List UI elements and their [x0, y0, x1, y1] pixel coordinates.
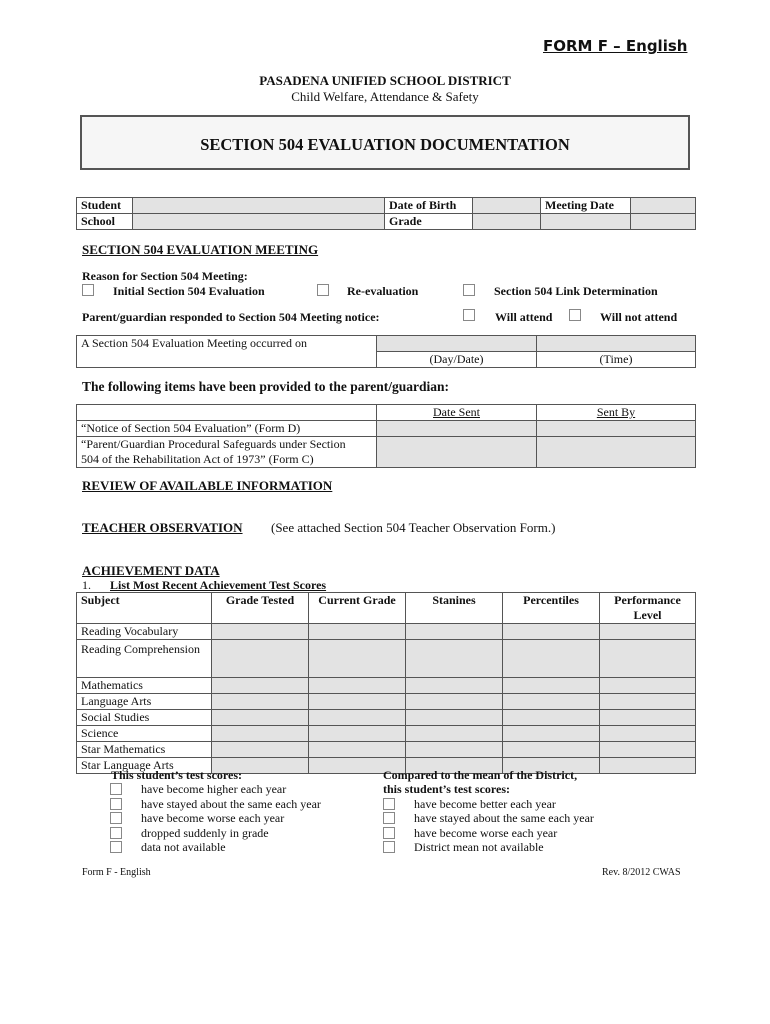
reason-label: Reason for Section 504 Meeting: [82, 269, 248, 283]
score-cell[interactable] [406, 640, 503, 678]
sent-by-header: Sent By [537, 405, 696, 421]
form-label: FORM F – English [543, 37, 688, 55]
score-cell[interactable] [212, 640, 309, 678]
score-cell[interactable] [406, 694, 503, 710]
day-date-caption: (Day/Date) [377, 351, 537, 367]
grade-label: Grade [385, 214, 473, 230]
score-cell[interactable] [406, 726, 503, 742]
dropped-suddenly-label: dropped suddenly in grade [141, 826, 269, 840]
score-cell[interactable] [600, 710, 696, 726]
grade-field-2[interactable] [541, 214, 631, 230]
school-field[interactable] [133, 214, 385, 230]
will-attend-checkbox[interactable] [463, 309, 475, 321]
page-title: SECTION 504 EVALUATION DOCUMENTATION [200, 135, 570, 154]
link-determination-label: Section 504 Link Determination [494, 284, 658, 298]
performance-level-header: Performance Level [600, 593, 696, 624]
higher-each-year-checkbox[interactable] [110, 783, 122, 795]
item-number: 1. [82, 578, 91, 592]
subject-mathematics: Mathematics [77, 678, 212, 694]
score-cell[interactable] [600, 694, 696, 710]
form-c-line-1: “Parent/Guardian Procedural Safeguards under Section [81, 437, 346, 451]
current-grade-header: Current Grade [309, 593, 406, 624]
subject-social-studies: Social Studies [77, 710, 212, 726]
time-caption: (Time) [537, 351, 696, 367]
title-box [80, 115, 690, 170]
score-cell[interactable] [600, 742, 696, 758]
score-cell[interactable] [212, 694, 309, 710]
worse-each-year-label: have become worse each year [141, 811, 285, 825]
district-mean-na-label: District mean not available [414, 840, 544, 854]
dob-label: Date of Birth [385, 198, 473, 214]
stanines-header: Stanines [406, 593, 503, 624]
data-not-available-label: data not available [141, 840, 226, 854]
score-cell[interactable] [503, 710, 600, 726]
teacher-observation-note: (See attached Section 504 Teacher Observation Form.) [271, 520, 556, 535]
footer-form-label: Form F - English [82, 867, 151, 878]
reevaluation-checkbox[interactable] [317, 284, 329, 296]
score-cell[interactable] [600, 726, 696, 742]
initial-eval-checkbox[interactable] [82, 284, 94, 296]
higher-each-year-label: have become higher each year [141, 782, 287, 796]
subject-header: Subject [77, 593, 212, 624]
will-not-attend-checkbox[interactable] [569, 309, 581, 321]
right-scores-heading-1: Compared to the mean of the District, [383, 768, 578, 782]
score-cell[interactable] [406, 710, 503, 726]
score-cell[interactable] [503, 742, 600, 758]
provided-item-form-c [77, 437, 377, 468]
review-heading: REVIEW OF AVAILABLE INFORMATION [82, 478, 333, 493]
score-cell[interactable] [309, 694, 406, 710]
score-cell[interactable] [309, 640, 406, 678]
grade-field[interactable] [473, 214, 541, 230]
district-same-checkbox[interactable] [383, 812, 395, 824]
form-d-sent-by-field[interactable] [537, 421, 696, 437]
score-cell[interactable] [600, 624, 696, 640]
better-each-year-checkbox[interactable] [383, 798, 395, 810]
initial-eval-label: Initial Section 504 Evaluation [113, 284, 265, 298]
link-determination-checkbox[interactable] [463, 284, 475, 296]
score-cell[interactable] [503, 694, 600, 710]
right-scores-heading-2: this student’s test scores: [383, 782, 510, 796]
student-info-table [76, 197, 696, 230]
score-cell[interactable] [406, 742, 503, 758]
score-cell[interactable] [503, 726, 600, 742]
teacher-observation-heading: TEACHER OBSERVATION [82, 520, 243, 535]
district-worse-label: have become worse each year [414, 826, 558, 840]
school-label: School [77, 214, 133, 230]
occurred-on-label: A Section 504 Evaluation Meeting occurred on [77, 336, 377, 352]
form-d-date-field[interactable] [377, 421, 537, 437]
worse-each-year-checkbox[interactable] [110, 812, 122, 824]
district-mean-na-checkbox[interactable] [383, 841, 395, 853]
test-scores-label: List Most Recent Achievement Test Scores [110, 578, 327, 592]
department-name: Child Welfare, Attendance & Safety [291, 89, 479, 104]
score-cell[interactable] [212, 678, 309, 694]
parent-response-label: Parent/guardian responded to Section 504 Meeting notice: [82, 310, 380, 324]
score-cell[interactable] [600, 640, 696, 678]
form-c-line-2: 504 of the Rehabilitation Act of 1973” (Form C) [81, 452, 314, 466]
achievement-heading: ACHIEVEMENT DATA [82, 563, 220, 578]
subject-science: Science [77, 726, 212, 742]
district-worse-checkbox[interactable] [383, 827, 395, 839]
provided-blank-header [77, 405, 377, 421]
score-cell[interactable] [309, 710, 406, 726]
dob-field[interactable] [473, 198, 541, 214]
day-date-field[interactable] [377, 336, 537, 352]
provided-heading: The following items have been provided to the parent/guardian: [82, 379, 450, 394]
date-sent-header: Date Sent [377, 405, 537, 421]
subject-star-mathematics: Star Mathematics [77, 742, 212, 758]
same-each-year-checkbox[interactable] [110, 798, 122, 810]
form-c-date-field[interactable] [377, 437, 537, 468]
achievement-table [76, 592, 696, 774]
meeting-date-field[interactable] [631, 198, 696, 214]
score-cell[interactable] [309, 742, 406, 758]
district-same-label: have stayed about the same each year [414, 811, 594, 825]
score-cell[interactable] [309, 678, 406, 694]
time-field[interactable] [537, 336, 696, 352]
score-cell[interactable] [503, 640, 600, 678]
subject-reading-comprehension: Reading Comprehension [77, 640, 212, 678]
will-attend-label: Will attend [495, 310, 553, 324]
subject-language-arts: Language Arts [77, 694, 212, 710]
score-cell[interactable] [503, 624, 600, 640]
score-cell[interactable] [309, 624, 406, 640]
score-cell[interactable] [212, 742, 309, 758]
dropped-suddenly-checkbox[interactable] [110, 827, 122, 839]
score-cell[interactable] [309, 726, 406, 742]
grade-tested-header: Grade Tested [212, 593, 309, 624]
meeting-occurred-table [76, 335, 696, 368]
score-cell[interactable] [212, 726, 309, 742]
percentiles-header: Percentiles [503, 593, 600, 624]
reevaluation-label: Re-evaluation [347, 284, 419, 298]
better-each-year-label: have become better each year [414, 797, 556, 811]
score-cell[interactable] [212, 710, 309, 726]
student-label: Student [77, 198, 133, 214]
left-scores-heading: This student’s test scores: [111, 768, 242, 782]
meeting-heading: SECTION 504 EVALUATION MEETING [82, 242, 319, 257]
district-name: PASADENA UNIFIED SCHOOL DISTRICT [259, 73, 511, 88]
meeting-date-label: Meeting Date [541, 198, 631, 214]
provided-items-table [76, 404, 696, 468]
blank-field[interactable] [631, 214, 696, 230]
score-cell[interactable] [406, 678, 503, 694]
subject-star-language-arts: Star Language Arts [77, 758, 212, 774]
score-cell[interactable] [600, 758, 696, 774]
score-cell[interactable] [212, 624, 309, 640]
subject-reading-vocabulary: Reading Vocabulary [77, 624, 212, 640]
form-c-sent-by-field[interactable] [537, 437, 696, 468]
student-field[interactable] [133, 198, 385, 214]
provided-item-form-d: “Notice of Section 504 Evaluation” (Form D) [77, 421, 377, 437]
occurred-blank [77, 351, 377, 367]
will-not-attend-label: Will not attend [600, 310, 678, 324]
data-not-available-checkbox[interactable] [110, 841, 122, 853]
footer-revision: Rev. 8/2012 CWAS [602, 867, 681, 878]
same-each-year-label: have stayed about the same each year [141, 797, 321, 811]
score-cell[interactable] [600, 678, 696, 694]
score-cell[interactable] [406, 624, 503, 640]
score-cell[interactable] [503, 678, 600, 694]
